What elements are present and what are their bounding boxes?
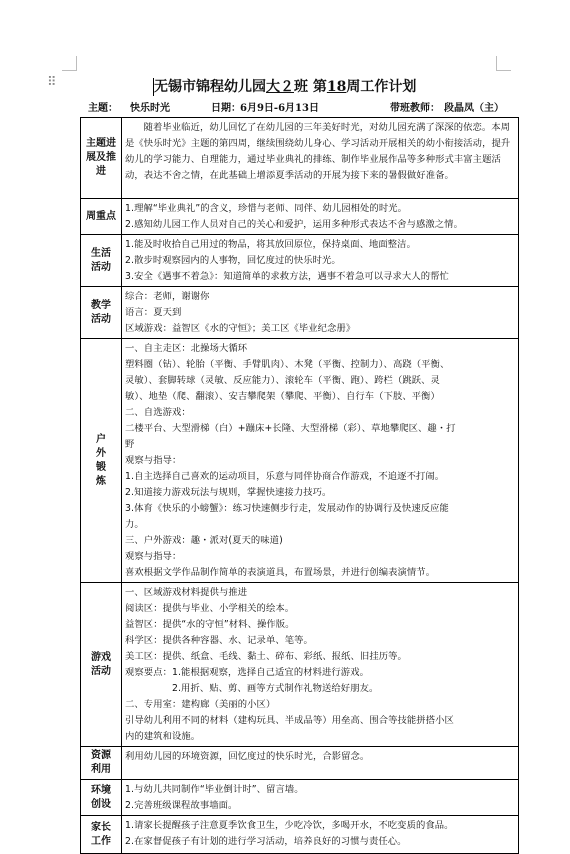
- content-line: 2.用折、贴、剪、画等方式制作礼物送给好朋友。: [125, 683, 379, 694]
- label-line: 生活: [91, 247, 111, 259]
- title-class-field: 大２: [266, 79, 294, 95]
- content-line: 3.安全《遇事不着急》：知道简单的求救方法，遇事不着急可以寻求大人的帮忙: [125, 271, 449, 282]
- title-kindergarten-name: 无锡市锦程幼儿园: [154, 79, 266, 95]
- title-suffix: 周工作计划: [346, 79, 417, 95]
- label-line: 资源: [91, 750, 111, 761]
- label-line: 游戏: [91, 651, 111, 663]
- content-line: 3.体育《快乐的小螃蟹》：练习快速侧步行走，发展动作的协调行及快速反应能: [125, 503, 449, 514]
- weekly-plan-table: [80, 117, 519, 854]
- content-line: 塑料圈（钻）、轮胎（平衡、手臂肌肉）、木凳（平衡、控制力）、高跷（平衡、: [125, 359, 450, 370]
- content-line: 二、专用室：建构廊（美丽的小区）: [125, 699, 276, 710]
- content-line: 综合：老师，谢谢你: [125, 291, 210, 302]
- daily-life-label: [81, 235, 122, 287]
- row-parent-work: [81, 816, 519, 854]
- teacher-value: 段晶凤（主）: [444, 103, 504, 114]
- game-activities-label: [81, 583, 122, 747]
- content-line: 美工区：提供、纸盒、毛线、黏土、碎布、彩纸、报纸、旧挂历等。: [125, 651, 407, 662]
- resource-use-label: [81, 747, 122, 780]
- label-line: 家长: [91, 821, 111, 833]
- teacher-label: 带班教师：: [390, 103, 440, 114]
- content-line: 区域游戏：益智区《水的守恒》；美工区《毕业纪念册》: [125, 323, 356, 334]
- label-line: 炼: [96, 475, 106, 487]
- content-line: 野: [125, 439, 135, 450]
- label-line: 锻: [96, 461, 106, 473]
- content-line: 观察与指导：: [125, 455, 182, 466]
- label-line: 创设: [91, 798, 111, 810]
- game-activities-content[interactable]: [122, 583, 519, 747]
- content-line: 观察要点：1.能根据观察，选择自己适宜的材料进行游戏。: [125, 667, 369, 678]
- content-line: 力。: [125, 519, 144, 530]
- content-line: 一、自主走区：北操场大循环: [125, 343, 248, 354]
- label-line: 利用: [91, 764, 111, 775]
- theme-value: 快乐时光: [130, 103, 170, 114]
- label-line: 进: [96, 166, 106, 177]
- content-line: 1.与幼儿共同制作“毕业倒计时”、留言墙。: [125, 784, 304, 795]
- content-line: 观察与指导：: [125, 551, 182, 562]
- content-line: 2.完善班级课程故事墙面。: [125, 800, 238, 811]
- content-line: 2.感知幼儿园工作人员对自己的关心和爱护，运用多种形式表达不舍与感激之情。: [125, 219, 463, 230]
- content-line: 喜欢根据文学作品制作简单的表演道具，布置场景，并进行创编表演情节。: [125, 567, 436, 578]
- content-line: 引导幼儿利用不同的材料（建构玩具、半成品等）用垒高、围合等技能拼搭小区: [125, 715, 454, 726]
- content-line: 益智区：提供“水的守恒”材料、操作版。: [125, 619, 295, 630]
- label-line: 周重点: [86, 210, 116, 222]
- content-line: 灵敏）、套脚转球（灵敏、反应能力）、滚轮车（平衡、跑）、跨栏（跳跃、灵: [125, 375, 440, 386]
- content-line: 利用幼儿园的环境资源，回忆度过的快乐时光，合影留念。: [125, 751, 370, 762]
- row-daily-life: [81, 235, 519, 287]
- page-corner-mark-right: [496, 56, 511, 71]
- title-week-field: 18: [326, 79, 347, 95]
- teaching-content[interactable]: [122, 287, 519, 339]
- weekly-focus-label: [81, 199, 122, 235]
- parent-work-content[interactable]: [122, 816, 519, 854]
- label-line: 活动: [91, 313, 111, 325]
- content-line: 阅读区：提供与毕业、小学相关的绘本。: [125, 603, 295, 614]
- title-text: 班 第: [294, 79, 327, 95]
- teaching-label: [81, 287, 122, 339]
- row-weekly-focus: [81, 199, 519, 235]
- label-line: 户: [96, 433, 106, 445]
- parent-work-label: [81, 816, 122, 854]
- outdoor-exercise-label: [81, 339, 122, 583]
- label-line: 主题进: [86, 138, 116, 149]
- label-line: 展及推: [86, 152, 116, 163]
- date-value: 6月9日-6月13日: [240, 103, 319, 114]
- plan-meta-line: [88, 101, 518, 117]
- content-line: 1.请家长提醒孩子注意夏季饮食卫生，少吃冷饮，多喝开水，不吃变质的食品。: [125, 820, 454, 831]
- resource-use-content[interactable]: [122, 747, 519, 780]
- label-line: 工作: [91, 835, 111, 847]
- row-resource-use: [81, 747, 519, 780]
- theme-progress-label: [81, 118, 122, 199]
- date-label: 日期：: [211, 103, 241, 114]
- content-line: 一、区域游戏材料提供与推进: [125, 587, 248, 598]
- row-theme-progress: [81, 118, 519, 199]
- content-line: 二、自选游戏：: [125, 407, 191, 418]
- content-line: 2.在家督促孩子有计划的进行学习活动，培养良好的习惯与责任心。: [125, 836, 407, 847]
- content-line: 1.理解“毕业典礼”的含义，珍惜与老师、同伴、幼儿园相处的时光。: [125, 203, 408, 214]
- environment-creation-label: [81, 780, 122, 816]
- label-line: 教学: [91, 299, 111, 311]
- paragraph-text: 随着毕业临近，幼儿回忆了在幼儿园的三年美好时光，对幼儿园充满了深深的依恋。本周是《快乐时光》主题的第四周，继续围绕幼儿身心、学习活动开展相关的幼小衔接活动，提升幼儿的学习能力、自理能力，通过毕业典礼的排练、制作毕业展作品等多种形式丰富主题活动，表达不舍之情，在此基础上增添夏季活动的开展为接下来的暑假做好准备。: [125, 122, 511, 181]
- weekly-focus-content[interactable]: [122, 199, 519, 235]
- content-line: 二楼平台、大型滑梯（白）+蹦床+长隆、大型滑梯（彩）、草地攀爬区、趣・打: [125, 423, 456, 434]
- theme-progress-content[interactable]: [122, 118, 519, 199]
- content-line: 三、户外游戏：趣・派对(夏天的味道): [125, 535, 283, 546]
- label-line: 环境: [91, 784, 111, 796]
- page-title: [154, 78, 454, 96]
- content-line: 语言：夏天到: [125, 307, 182, 318]
- content-line: 1.自主选择自己喜欢的运动项目，乐意与同伴协商合作游戏，不追逐不打闹。: [125, 471, 445, 482]
- content-line: 科学区：提供各种容器、水、记录单、笔等。: [125, 635, 313, 646]
- environment-creation-content[interactable]: [122, 780, 519, 816]
- daily-life-content[interactable]: [122, 235, 519, 287]
- content-line: 敏）、地垫（爬、翻滚）、安吉攀爬架（攀爬、平衡）、自行车（下肢、平衡）: [125, 391, 440, 402]
- label-line: 活动: [91, 665, 111, 677]
- label-line: 活动: [91, 261, 111, 273]
- page-corner-mark-left: [62, 56, 77, 71]
- theme-label: 主题：: [88, 103, 118, 114]
- row-game-activities: [81, 583, 519, 747]
- row-outdoor-exercise: [81, 339, 519, 583]
- content-line: 2.散步时观察园内的人事物，回忆度过的快乐时光。: [125, 255, 341, 266]
- content-line: 1.能及时收拾自己用过的物品，将其放回原位，保持桌面、地面整洁。: [125, 239, 416, 250]
- outdoor-exercise-content[interactable]: [122, 339, 519, 583]
- content-line: 2.知道接力游戏玩法与规则，掌握快速接力技巧。: [125, 487, 332, 498]
- row-environment-creation: [81, 780, 519, 816]
- label-line: 外: [96, 447, 106, 459]
- content-line: 内的建筑和设施。: [125, 731, 201, 742]
- row-teaching: [81, 287, 519, 339]
- table-move-handle-icon[interactable]: ⠿: [47, 75, 57, 90]
- text-cursor: [153, 78, 154, 96]
